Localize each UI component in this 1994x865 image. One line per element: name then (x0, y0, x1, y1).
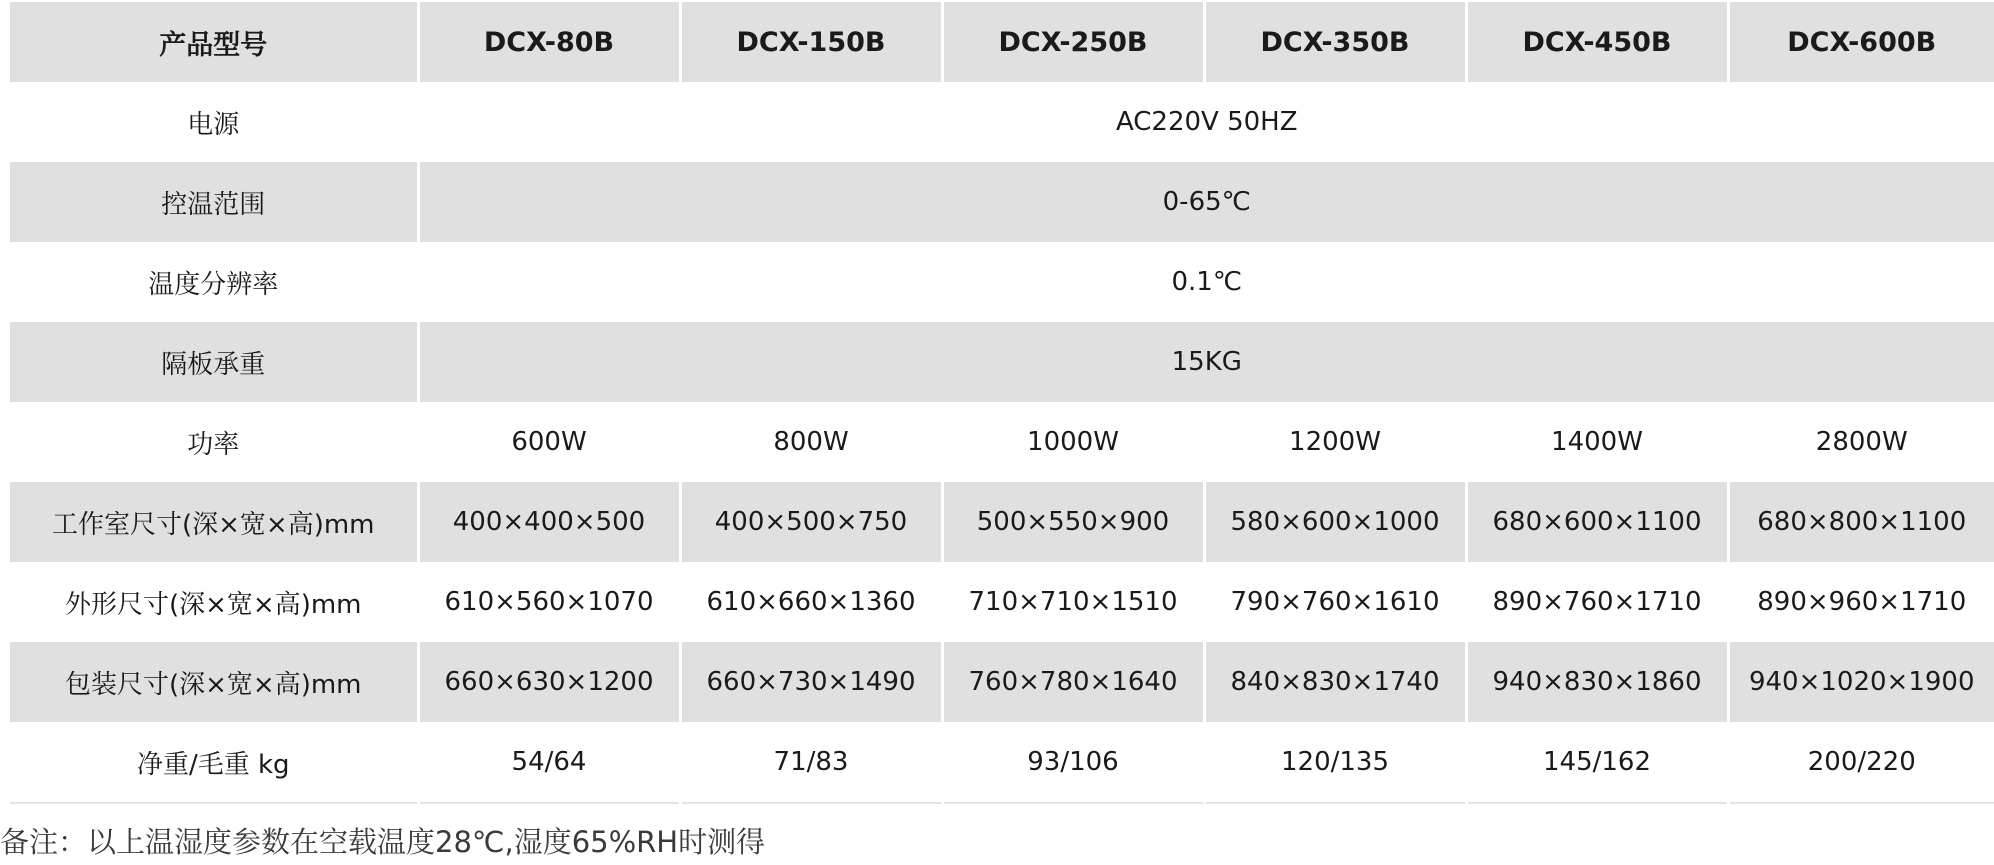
spec-value-cell: 940×1020×1900 (1728, 642, 1994, 722)
row-label: 温度分辨率 (10, 242, 418, 322)
spec-value-cell: 145/162 (1466, 722, 1728, 803)
spec-value-cell: 500×550×900 (942, 482, 1204, 562)
header-row (10, 2, 1994, 82)
spec-value-cell: 120/135 (1204, 722, 1466, 803)
spec-row (10, 722, 1994, 803)
spec-row (10, 402, 1994, 482)
spec-value-cell: 890×960×1710 (1728, 562, 1994, 642)
model-header-cell: DCX-150B (680, 2, 942, 82)
row-label: 外形尺寸(深×宽×高)mm (10, 562, 418, 642)
spec-value-cell: 600W (418, 402, 680, 482)
spec-value-cell: 2800W (1728, 402, 1994, 482)
spec-value-cell: 15KG (418, 322, 1994, 402)
row-label: 电源 (10, 82, 418, 162)
spec-value-cell: 1400W (1466, 402, 1728, 482)
row-label: 功率 (10, 402, 418, 482)
spec-value-cell: 660×730×1490 (680, 642, 942, 722)
row-label: 净重/毛重 kg (10, 722, 418, 803)
spec-value-cell: 580×600×1000 (1204, 482, 1466, 562)
spec-value-cell: 71/83 (680, 722, 942, 803)
spec-value-cell: 790×760×1610 (1204, 562, 1466, 642)
spec-value-cell: 660×630×1200 (418, 642, 680, 722)
row-label: 控温范围 (10, 162, 418, 242)
spec-value-cell: 680×600×1100 (1466, 482, 1728, 562)
model-header-cell: DCX-80B (418, 2, 680, 82)
row-label: 工作室尺寸(深×宽×高)mm (10, 482, 418, 562)
spec-row (10, 482, 1994, 562)
spec-value-cell: 0-65℃ (418, 162, 1994, 242)
spec-value-cell: 93/106 (942, 722, 1204, 803)
spec-value-cell: 200/220 (1728, 722, 1994, 803)
spec-value-cell: 940×830×1860 (1466, 642, 1728, 722)
spec-value-cell: 710×710×1510 (942, 562, 1204, 642)
model-header-cell: DCX-450B (1466, 2, 1728, 82)
spec-table (10, 2, 1994, 804)
spec-value-cell: 1200W (1204, 402, 1466, 482)
spec-row (10, 82, 1994, 162)
spec-value-cell: 54/64 (418, 722, 680, 803)
spec-value-cell: 400×400×500 (418, 482, 680, 562)
spec-value-cell: 800W (680, 402, 942, 482)
spec-value-cell: 890×760×1710 (1466, 562, 1728, 642)
row-label: 包装尺寸(深×宽×高)mm (10, 642, 418, 722)
spec-value-cell: 610×660×1360 (680, 562, 942, 642)
spec-value-cell: 0.1℃ (418, 242, 1994, 322)
spec-value-cell: AC220V 50HZ (418, 82, 1994, 162)
spec-row (10, 562, 1994, 642)
model-header-cell: DCX-600B (1728, 2, 1994, 82)
model-header-cell: DCX-350B (1204, 2, 1466, 82)
spec-row (10, 322, 1994, 402)
spec-row (10, 642, 1994, 722)
model-header-cell: DCX-250B (942, 2, 1204, 82)
footnote: 备注：以上温湿度参数在空载温度28℃,湿度65%RH时测得 (0, 825, 766, 859)
row-label: 产品型号 (10, 2, 418, 82)
spec-value-cell: 610×560×1070 (418, 562, 680, 642)
spec-value-cell: 400×500×750 (680, 482, 942, 562)
spec-row (10, 242, 1994, 322)
spec-value-cell: 840×830×1740 (1204, 642, 1466, 722)
spec-value-cell: 680×800×1100 (1728, 482, 1994, 562)
row-label: 隔板承重 (10, 322, 418, 402)
spec-value-cell: 1000W (942, 402, 1204, 482)
spec-value-cell: 760×780×1640 (942, 642, 1204, 722)
spec-row (10, 162, 1994, 242)
